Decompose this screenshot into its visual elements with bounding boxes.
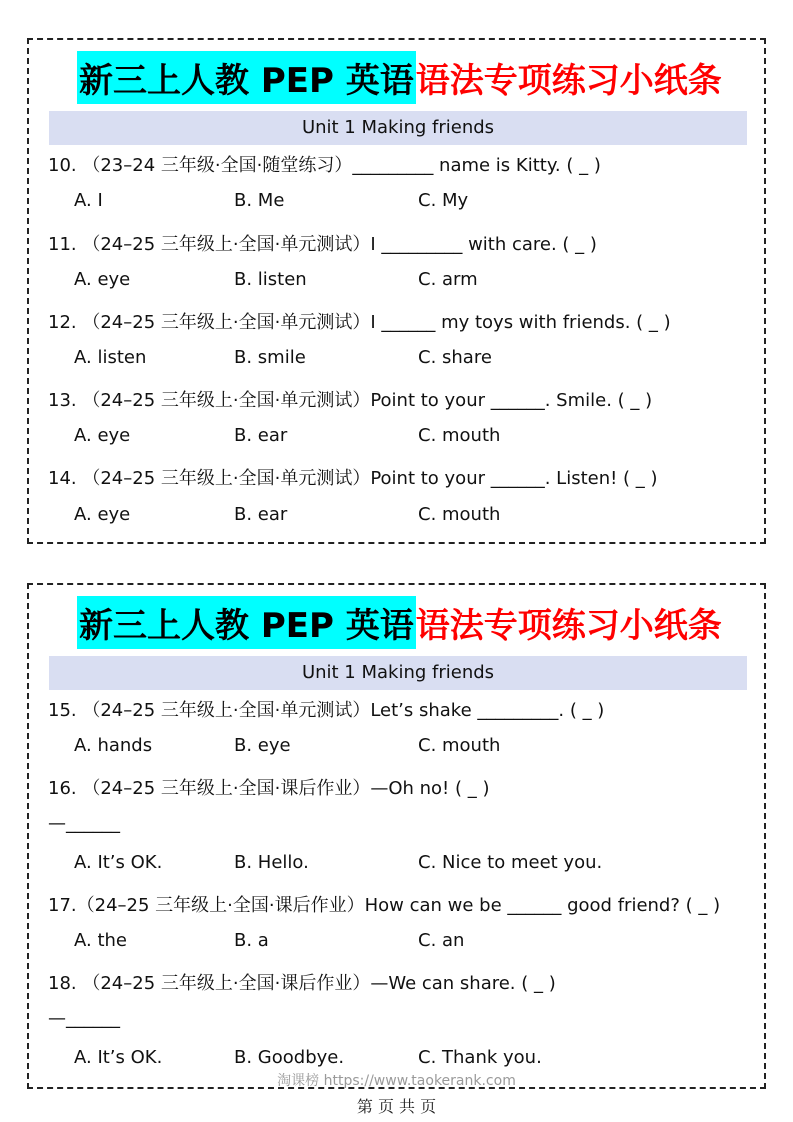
question-16: 16. （24–25 三年级上·全国·课后作业）—Oh no! ( _ ): [48, 778, 490, 799]
unit-header: Unit 1 Making friends: [49, 656, 747, 690]
option-a: A. listen: [74, 347, 147, 368]
option-b: B. a: [234, 930, 269, 951]
options-16: [74, 852, 714, 876]
worksheet-card-2: [27, 583, 766, 1089]
option-c: C. an: [418, 930, 465, 951]
option-b: B. listen: [234, 269, 307, 290]
option-b: B. smile: [234, 347, 306, 368]
question-17: 17.（24–25 三年级上·全国·课后作业）How can we be ______ good friend? ( _ ): [48, 895, 721, 916]
options-12: [74, 347, 714, 371]
option-c: C. mouth: [418, 425, 501, 446]
title-highlight: 新三上人教 PEP 英语: [77, 51, 416, 104]
question-10: 10. （23–24 三年级·全国·随堂练习）_________ name is Kitty. ( _ ): [48, 155, 601, 176]
option-c: C. share: [418, 347, 492, 368]
options-11: [74, 269, 714, 293]
options-10: [74, 190, 714, 214]
option-a: A. the: [74, 930, 127, 951]
option-b: B. Me: [234, 190, 285, 211]
option-c: C. Nice to meet you.: [418, 852, 603, 873]
option-c: C. mouth: [418, 504, 501, 525]
options-14: [74, 504, 714, 528]
options-18: [74, 1047, 714, 1071]
option-a: A. I: [74, 190, 103, 211]
option-a: A. hands: [74, 735, 153, 756]
question-15: 15. （24–25 三年级上·全国·单元测试）Let’s shake _________. ( _ ): [48, 700, 605, 721]
card-title: [77, 48, 722, 106]
page-number: 第 页 共 页: [356, 1097, 437, 1116]
card-title: [77, 593, 722, 651]
question-11: 11. （24–25 三年级上·全国·单元测试）I _________ with care. ( _ ): [48, 234, 597, 255]
title-rest: 语法专项练习小纸条: [415, 605, 722, 646]
option-b: B. Goodbye.: [234, 1047, 345, 1068]
answer-line-16: —______: [48, 813, 120, 834]
option-a: A. It’s OK.: [74, 852, 163, 873]
option-b: B. ear: [234, 425, 288, 446]
option-c: C. Thank you.: [418, 1047, 542, 1068]
options-13: [74, 425, 714, 449]
options-15: [74, 735, 714, 759]
unit-header: Unit 1 Making friends: [49, 111, 747, 145]
option-b: B. Hello.: [234, 852, 309, 873]
option-c: C. arm: [418, 269, 478, 290]
title-highlight: 新三上人教 PEP 英语: [77, 596, 416, 649]
answer-line-18: —______: [48, 1008, 120, 1029]
option-c: C. mouth: [418, 735, 501, 756]
worksheet-card-1: [27, 38, 766, 544]
option-a: A. eye: [74, 269, 131, 290]
option-a: A. It’s OK.: [74, 1047, 163, 1068]
title-rest: 语法专项练习小纸条: [415, 60, 722, 101]
option-b: B. ear: [234, 504, 288, 525]
options-17: [74, 930, 714, 954]
option-a: A. eye: [74, 425, 131, 446]
question-14: 14. （24–25 三年级上·全国·单元测试）Point to your ______. Listen! ( _ ): [48, 468, 658, 489]
question-12: 12. （24–25 三年级上·全国·单元测试）I ______ my toys with friends. ( _ ): [48, 312, 671, 333]
watermark: 淘课榜 https://www.taokerank.com: [277, 1073, 516, 1089]
option-c: C. My: [418, 190, 469, 211]
option-b: B. eye: [234, 735, 291, 756]
option-a: A. eye: [74, 504, 131, 525]
question-13: 13. （24–25 三年级上·全国·单元测试）Point to your ______. Smile. ( _ ): [48, 390, 653, 411]
question-18: 18. （24–25 三年级上·全国·课后作业）—We can share. ( _ ): [48, 973, 556, 994]
